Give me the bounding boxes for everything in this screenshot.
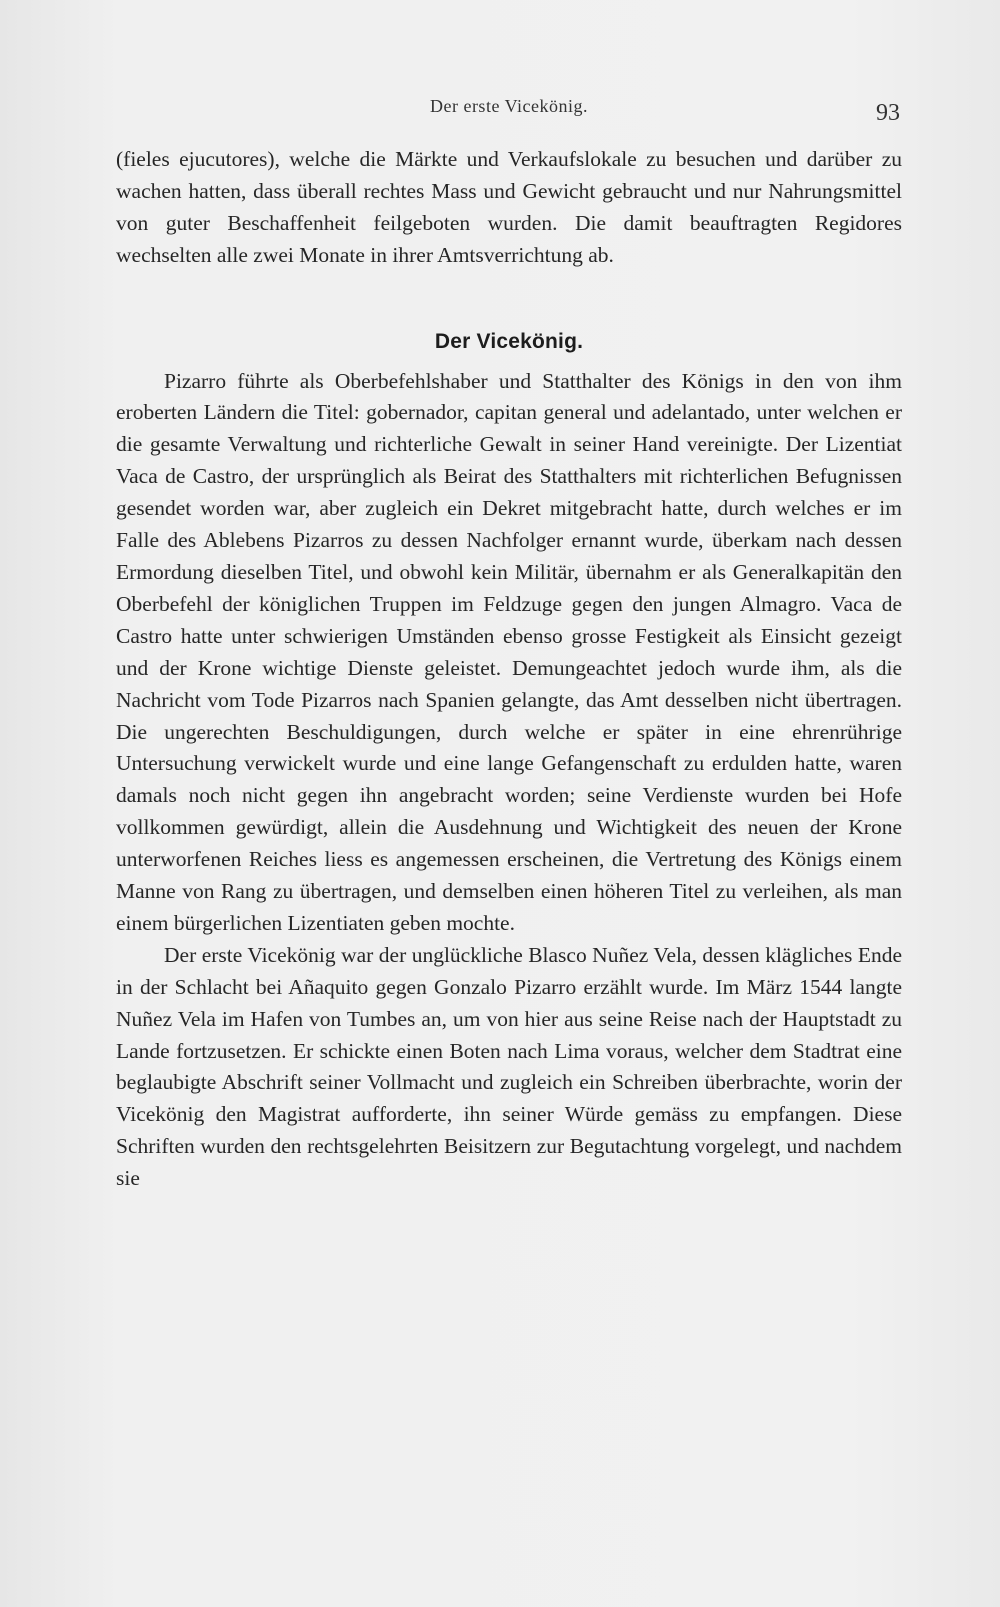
page-number: 93 — [876, 100, 900, 126]
body-text — [116, 144, 902, 1195]
running-header — [118, 92, 900, 124]
paragraph: Der erste Vicekönig war der unglückliche Blasco Nuñez Vela, dessen klägliches Ende in der Schlacht bei Añaquito gegen Gonzalo Pizarro erzählt wurde. Im März 1544 langte Nuñez Vela im Hafen von Tumbes an, um von hier aus seine Reise nach der Hauptstadt zu Lande fortzusetzen. Er schickte einen Boten nach Lima voraus, welcher dem Stadtrat eine beglaubigte Abschrift seiner Vollmacht und zugleich ein Schreiben überbrachte, worin der Vicekönig den Magistrat aufforderte, ihn seiner Würde gemäss zu empfangen. Diese Schriften wurden den rechtsgelehrten Beisitzern zur Begutachtung vorgelegt, und nachdem sie — [116, 942, 902, 1191]
paragraph-continued: (fieles ejucutores), welche die Märkte und Verkaufslokale zu besuchen und darüber zu wachen hatten, dass überall rechtes Mass und Gewicht gebraucht und nur Nahrungsmittel von guter Beschaffenheit feilgeboten wurden. Die damit beauftragten Regidores wechselten alle zwei Monate in ihrer Amtsverrichtung ab. — [116, 147, 902, 267]
section-heading: Der Vicekönig. — [434, 329, 584, 353]
paragraph: Pizarro führte als Oberbefehlshaber und Statthalter des Königs in den von ihm eroberten Ländern die Titel: gobernador, capitan general und adelantado, unter welchen er die gesamte Verwaltung und richterliche Gewalt in seiner Hand vereinigte. Der Lizentiat Vaca de Castro, der ursprünglich als Beirat des Statthalters mit richterlichen Befugnissen gesendet worden war, aber zugleich ein Dekret mitgebracht hatte, durch welches er im Falle des Ablebens Pizarros zu dessen Nachfolger ernannt wurde, überkam nach dessen Ermordung dieselben Titel, und obwohl kein Militär, übernahm er als Generalkapitän den Oberbefehl der königlichen Truppen im Feldzuge gegen den jungen Almagro. Vaca de Castro hatte unter schwierigen Umständen ebenso grosse Festigkeit als Einsicht gezeigt und der Krone wichtige Dienste geleistet. Demungeachtet jedoch wurde ihm, als die Nachricht vom Tode Pizarros nach Spanien gelangte, das Amt desselben nicht übertragen. Die ungerechten Beschuldigungen, durch welche er später in eine ehrenrührige Untersuchung verwickelt wurde und eine lange Gefangenschaft zu erdulden hatte, waren damals noch nicht gegen ihn angebracht worden; seine Verdienste wurden bei Hofe vollkommen gewürdigt, allein die Ausdehnung und Wichtigkeit des neuen der Krone unterworfenen Reiches liess es angemessen erscheinen, die Vertretung des Königs einem Manne von Rang zu übertragen, und demselben einen höheren Titel zu verleihen, als man einem bürgerlichen Lizentiaten geben mochte. — [116, 368, 902, 935]
running-title: Der erste Vicekönig. — [429, 96, 589, 116]
